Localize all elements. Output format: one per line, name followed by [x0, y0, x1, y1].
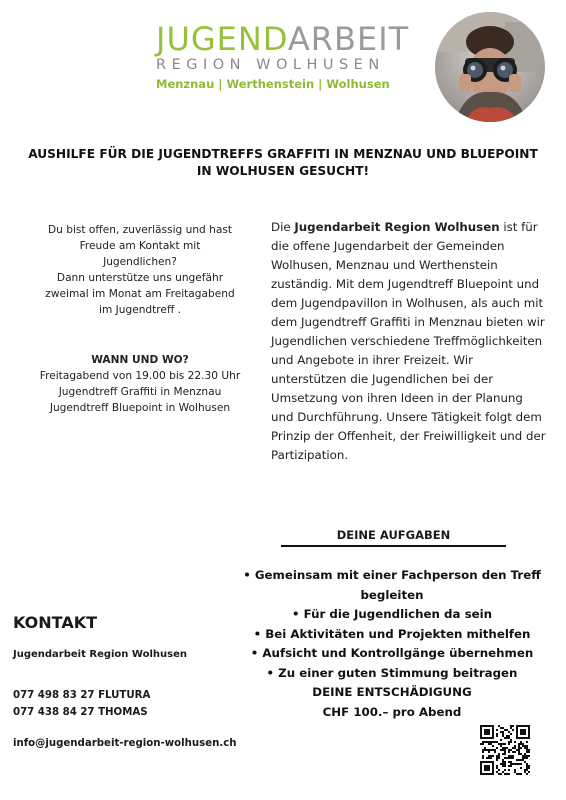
logo-title-gray: ARBEIT: [287, 20, 410, 58]
when-line: Jugendtreff Graffiti in Menznau: [58, 386, 222, 398]
intro-line: Jugendlichen?: [103, 256, 177, 268]
task-item: • Bei Aktivitäten und Projekten mithelfen: [253, 626, 531, 641]
compensation-value: CHF 100.– pro Abend: [322, 704, 462, 719]
qr-code-icon[interactable]: [478, 723, 532, 777]
contact-email[interactable]: info@jugendarbeit-region-wolhusen.ch: [13, 738, 237, 749]
intro-line: Dann unterstütze uns ungefähr: [56, 272, 224, 284]
tasks-list: [232, 566, 552, 722]
contact-phone-flutura[interactable]: 077 498 83 27 FLUTURA: [13, 690, 151, 701]
task-item: • Aufsicht und Kontrollgänge übernehmen: [250, 646, 534, 660]
intro-line: Freude am Kontakt mit: [79, 240, 201, 252]
logo-subtitle: REGION WOLHUSEN: [156, 57, 385, 73]
logo-title-green: JUGEND: [156, 20, 288, 58]
tasks-title: DEINE AUFGABEN: [336, 528, 451, 542]
task-item: begleiten: [360, 587, 424, 602]
headline: AUSHILFE FÜR DIE JUGENDTREFFS GRAFFITI IN MENZNAU UND BLUEPOINT IN WOLHUSEN GESUCHT!: [28, 147, 538, 178]
qr-code-graphic: [478, 723, 532, 777]
task-item: • Für die Jugendlichen da sein: [291, 607, 493, 621]
when-line: Jugendtreff Bluepoint in Wolhusen: [49, 402, 231, 414]
tasks-divider: [281, 545, 506, 547]
when-title: WANN UND WO?: [91, 354, 189, 366]
task-item: • Gemeinsam mit einer Fachperson den Treff: [243, 568, 541, 582]
intro-line: zweimal im Monat am Freitagabend: [45, 288, 235, 300]
contact-phone-thomas[interactable]: 077 438 84 27 THOMAS: [13, 707, 148, 718]
description-text: ist für die offene Jugendarbeit der Gemeinden Wolhusen, Menznau und Werthenstein zuständig. Mit dem Jugendtreff Bluepoint und dem Jugendpavillon in Wolhusen, als auch mit dem Jugendtreff Graffiti in Menznau bieten wir Jugendlichen verschiedene Treffmöglichkeiten und Angebote in ihrer Freizeit. Wir unterstützen die Jugendlichen bei der Umsetzung von ihren Ideen in der Planung und Durchführung. Unsere Tätigkeit folgt dem Prinzip der Offenheit, der Freiwilligkeit und der Partizipation.: [271, 220, 546, 462]
binoculars-photo: [435, 12, 545, 122]
compensation-title: DEINE ENTSCHÄDIGUNG: [312, 685, 472, 699]
description-org: Jugendarbeit Region Wolhusen: [294, 220, 500, 234]
binoculars-photo-image: [435, 12, 545, 122]
logo: [156, 20, 410, 92]
intro-line: Du bist offen, zuverlässig und hast: [47, 224, 233, 236]
logo-towns: Menznau | Werthenstein | Wolhusen: [156, 77, 390, 91]
logo-title: [156, 20, 410, 58]
intro-column: [30, 222, 250, 416]
contact-org: Jugendarbeit Region Wolhusen: [13, 649, 187, 660]
intro-line: im Jugendtreff .: [99, 304, 181, 316]
contact-title: KONTAKT: [13, 613, 98, 632]
when-line: Freitagabend von 19.00 bis 22.30 Uhr: [39, 370, 241, 382]
description: [271, 218, 546, 465]
task-item: • Zu einer guten Stimmung beitragen: [266, 665, 518, 680]
description-prefix: Die: [271, 220, 295, 234]
